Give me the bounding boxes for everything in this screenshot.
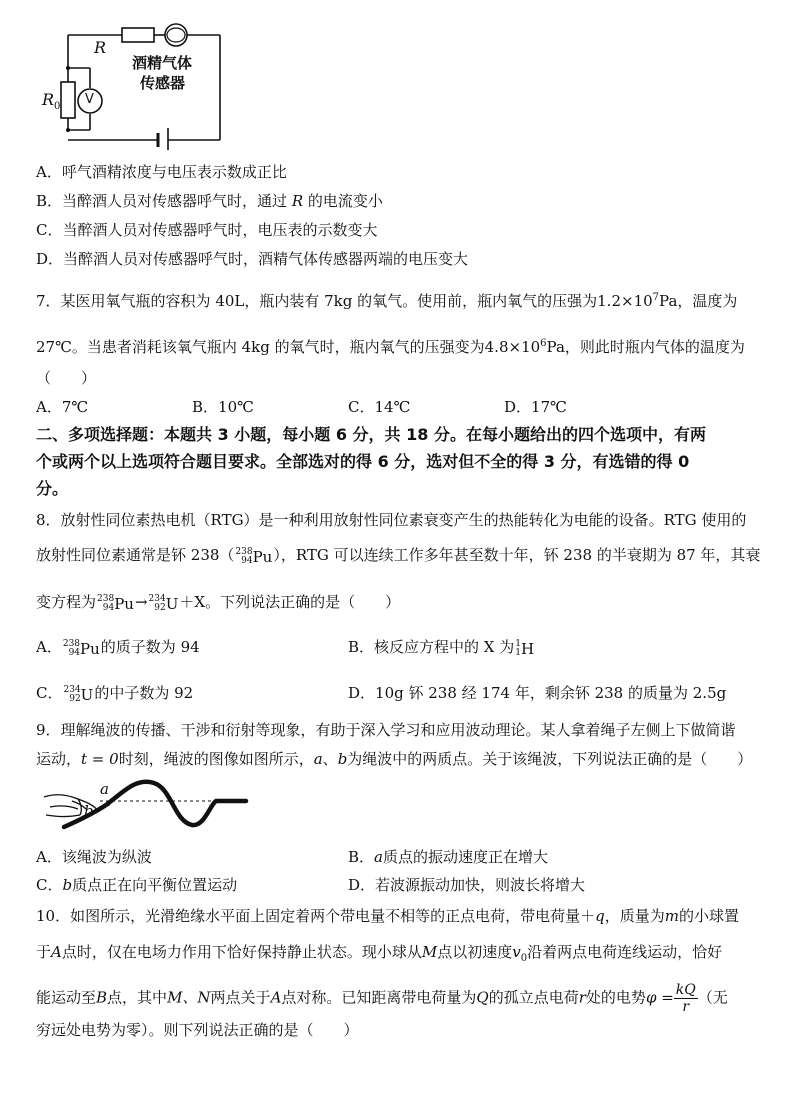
q7-option-c: C．14℃ (348, 398, 411, 416)
q9-line-1: 9．理解绳波的传播、干涉和衍射等现象，有助于深入学习和应用波动理论。某人拿着绳子左侧上下做简谐 (36, 721, 736, 739)
point-b (106, 802, 110, 806)
sensor-label-1: 酒精气体 (132, 54, 193, 72)
q9-option-d: D．若波源振动加快，则波长将增大 (348, 876, 586, 894)
q10-line-1: 10．如图所示，光滑绝缘水平面上固定着两个带电量不相等的正点电荷，带电荷量＋q，质量为m的小球置 (36, 907, 739, 925)
sensor-label-2: 传感器 (140, 74, 186, 92)
q7-option-b: B．10℃ (192, 398, 254, 416)
q7-line-3: （ ） (36, 369, 97, 387)
q6-option-d: D．当醉酒人员对传感器呼气时，酒精气体传感器两端的电压变大 (36, 250, 469, 268)
q8-option-c: C． 234 92 U的中子数为 92 (36, 684, 194, 704)
label-r: R (94, 38, 107, 57)
q8-line-1: 8．放射性同位素热电机（RTG）是一种利用放射性同位素衰变产生的热能转化为电能的设备。RTG 使用的 (36, 511, 747, 529)
q8-line-3: 变方程为 238 94 Pu→ 234 92 U＋X。下列说法正确的是（ ） (36, 593, 401, 613)
q10-line-3: 能运动至B点，其中M、N两点关于A点对称。已知距离带电荷量为Q的孤立点电荷r处的电势φ = $\frac{kQ}{r}$ （无 (36, 982, 728, 1015)
sensor-element (165, 24, 187, 46)
resistor-r (122, 28, 154, 42)
q7-option-d: D．17℃ (504, 398, 567, 416)
q7-line-1: 7．某医用氧气瓶的容积为 40L，瓶内装有 7kg 的氧气。使用前，瓶内氧气的压强为$1.2\times 10^7Pa$，温度为 (36, 292, 738, 310)
fig-label-a: a (100, 780, 109, 798)
q9-option-c: C．b质点正在向平衡位置运动 (36, 876, 238, 894)
q9-option-a: A．该绳波为纵波 (36, 848, 152, 866)
label-r0: $R_0$ (42, 90, 61, 113)
q9-option-b: B．a质点的振动速度正在增大 (348, 848, 548, 866)
q10-line-2: 于A点时，仅在电场力作用下恰好保持静止状态。现小球从M点以初速度$v_0$沿着两点电荷连线运动，恰好 (36, 943, 723, 964)
nuclide-pu: 238 94 Pu (235, 546, 273, 566)
q7-option-a: A．7℃ (36, 398, 89, 416)
rope-wave-figure (42, 775, 252, 837)
q8-option-d: D．10g 钚 238 经 174 年，剩余钚 238 的质量为 2.5g (348, 684, 727, 702)
q8-option-a: A． 238 94 Pu的质子数为 94 (36, 638, 200, 658)
q6-option-a: A．呼气酒精浓度与电压表示数成正比 (36, 163, 287, 181)
q10-line-4: 穷远处电势为零）。则下列说法正确的是（ ） (36, 1021, 359, 1039)
section-2-heading-1: 二、多项选择题：本题共 3 小题，每小题 6 分，共 18 分。在每小题给出的四个选项中，有两 (36, 425, 706, 444)
potential-fraction: $\frac{kQ}{r}$ (675, 982, 696, 1015)
q6-option-b: B．当醉酒人员对传感器呼气时，通过 R 的电流变小 (36, 192, 383, 210)
q9-line-2: 运动，t = 0时刻，绳波的图像如图所示，a、b为绳波中的两质点。关于该绳波，下列说法正确的是（ ） (36, 750, 753, 768)
label-v: V (85, 92, 94, 107)
fig-label-b: b (84, 802, 94, 820)
q8-line-2: 放射性同位素通常是钚 238（ 238 94 Pu），RTG 可以连续工作多年甚至数十年，钚 238 的半衰期为 87 年，其衰 (36, 546, 761, 566)
q7-line-2: 27℃。当患者消耗该氧气瓶内 4kg 的氧气时，瓶内氧气的压强变为$4.8\times 10^6Pa$，则此时瓶内气体的温度为 (36, 338, 745, 356)
resistor-r0 (61, 82, 75, 118)
q6-option-c: C．当醉酒人员对传感器呼气时，电压表的示数变大 (36, 221, 378, 239)
section-2-heading-2: 个或两个以上选项符合题目要求。全部选对的得 6 分，选对但不全的得 3 分，有选错的得 0 (36, 452, 690, 471)
q8-option-b: B．核反应方程中的 X 为 1 1 H (348, 638, 535, 658)
section-2-heading-3: 分。 (36, 479, 69, 498)
